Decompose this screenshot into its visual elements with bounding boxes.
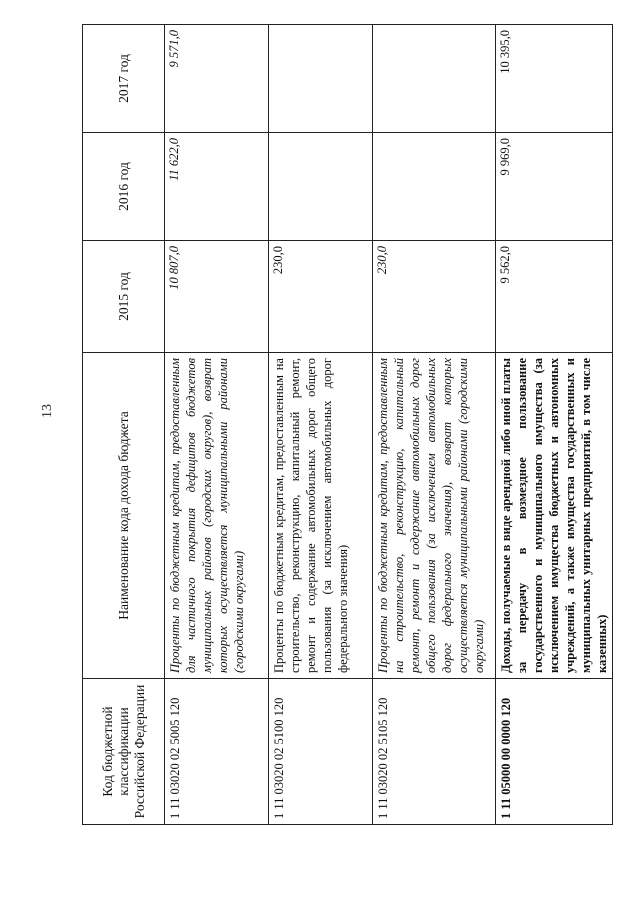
row-value-2016 (373, 133, 496, 241)
row-code: 1 11 05000 00 0000 120 (496, 679, 613, 825)
row-value-2017 (269, 25, 373, 133)
row-value-2017: 9 571,0 (165, 25, 269, 133)
table-row (269, 25, 373, 825)
row-code: 1 11 03020 02 5005 120 (165, 679, 269, 825)
row-value-2015-primary: 230,0 (271, 246, 285, 275)
row-value-2017: 10 395,0 (496, 25, 613, 133)
row-value-2017 (373, 25, 496, 133)
page-number: 13 (40, 404, 55, 418)
row-code: 1 11 03020 02 5105 120 (373, 679, 496, 825)
row-value-2015: 9 562,0 (496, 241, 613, 353)
header-name: Наименование кода дохода бюджета (83, 353, 165, 679)
row-value-2015 (269, 241, 373, 353)
table-header-row (83, 25, 165, 825)
row-name: Доходы, получаемые в виде арендной либо иной платы за передачу в возмездное пользование государственного и муниципального имущества (за исключением имущества бюджетных и автономных учреждений, а также имущества государственных и муниципальных унитарных предприятий, в том числе казенных) (496, 353, 613, 679)
budget-revenue-table (82, 24, 613, 825)
row-value-2016: 11 622,0 (165, 133, 269, 241)
table-row (373, 25, 496, 825)
row-code: 1 11 03020 02 5100 120 (269, 679, 373, 825)
header-2016: 2016 год (83, 133, 165, 241)
table-row (496, 25, 613, 825)
header-code: Код бюджетной классификации Российской Федерации (83, 679, 165, 825)
rotated-table-wrapper (82, 25, 609, 825)
row-name: Проценты по бюджетным кредитам, предоставленным на строительство, реконструкцию, капитальный ремонт, ремонт и содержание автомобильных дорог общего пользования (за исключением автомобильных дорог федерального значения), возврат которых осуществляется муниципальными районами (городскими округами) (373, 353, 496, 679)
row-name: Проценты по бюджетным кредитам, предоставленным на строительство, реконструкцию, капитальный ремонт, ремонт и содержание автомобильных дорог общего пользования (за исключением автомобильных дорог федерального значения) (269, 353, 373, 679)
row-value-2015: 230,0 (373, 241, 496, 353)
table-row (165, 25, 269, 825)
header-2017: 2017 год (83, 25, 165, 133)
row-value-2015: 10 807,0 (165, 241, 269, 353)
row-value-2016 (269, 133, 373, 241)
row-name: Проценты по бюджетным кредитам, предоставленным для частичного покрытия дефицитов бюджетов муниципальных районов (городских округов), возврат которых осуществляется муниципальными районами (городскими округами) (165, 353, 269, 679)
header-2015: 2015 год (83, 241, 165, 353)
table-viewport (82, 25, 609, 825)
row-value-2016: 9 969,0 (496, 133, 613, 241)
